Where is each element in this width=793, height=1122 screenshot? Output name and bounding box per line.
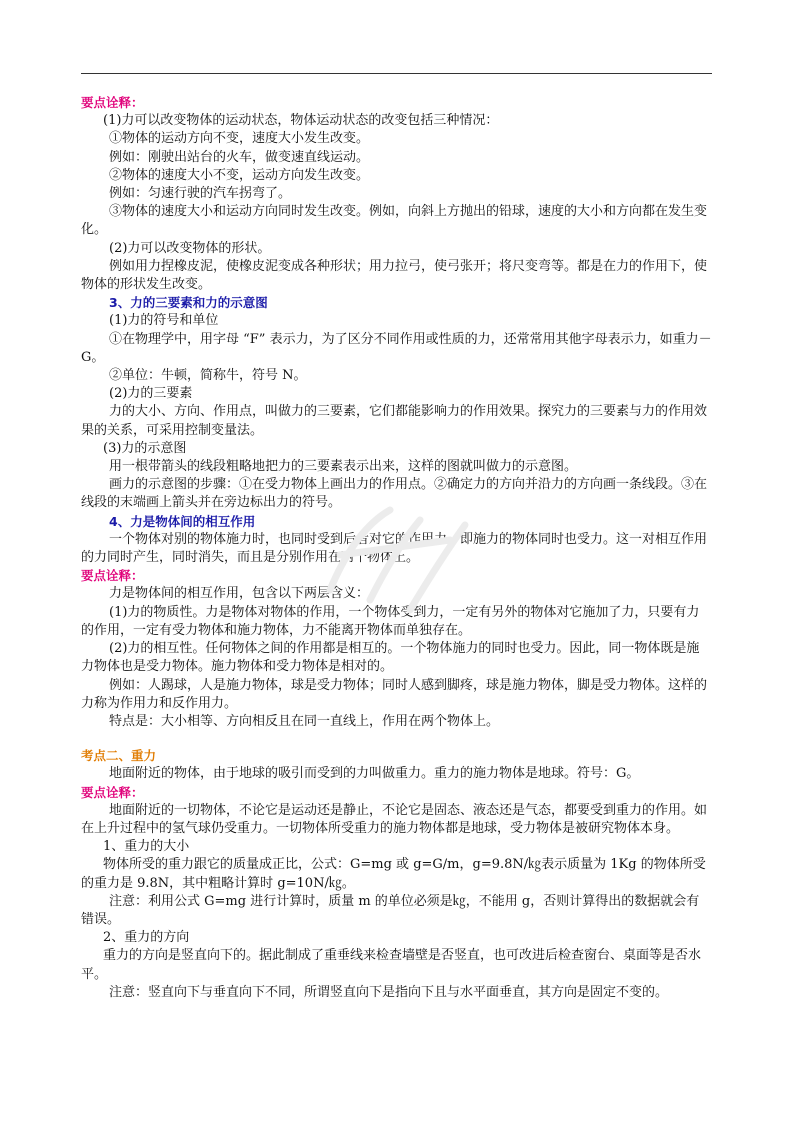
paragraph: (1)力的符号和单位 — [109, 313, 219, 329]
key-point-label: 要点诠释： — [81, 568, 144, 584]
paragraph: 地面附近的物体，由于地球的吸引而受到的力叫做重力。重力的施力物体是地球。符号：G。 — [109, 766, 640, 782]
paragraph: ②物体的速度大小不变，运动方向发生改变。 — [109, 167, 370, 183]
paragraph: (1)力的物质性。力是物体对物体的作用，一个物体受到力，一定有另外的物体对它施加了力，只要有力的作用，一定有受力物体和施力物体，力不能离开物体而单独存在。 — [81, 604, 700, 638]
section-heading: 3、力的三要素和力的示意图 — [109, 295, 268, 311]
key-point-label: 要点诠释： — [81, 95, 144, 110]
paragraph: 地面附近的一切物体，不论它是运动还是静止，不论它是固态、液态还是气态，都要受到重力的作用。如在上升过程中的氢气球仍受重力。一切物体所受重力的施力物体都是地球，受力物体是被研究物体本身。 — [81, 802, 708, 836]
spacer — [81, 731, 712, 747]
paragraph: (2)力的相互性。任何物体之间的作用都是相互的。一个物体施力的同时也受力。因此，同一物体既是施力物体也是受力物体。施力物体和受力物体是相对的。 — [81, 641, 700, 675]
paragraph: ②单位：牛顿，简称牛，符号 N。 — [109, 368, 307, 384]
exam-point-heading: 考点二、重力 — [81, 748, 157, 764]
paragraph: 画力的示意图的步骤：①在受力物体上画出力的作用点。②确定力的方向并沿力的方向画一条线段。③在线段的末端画上箭头并在旁边标出力的符号。 — [81, 477, 708, 511]
header-rule — [81, 73, 712, 74]
paragraph: 注意：竖直向下与垂直向下不同，所谓竖直向下是指向下且与水平面垂直，其方向是固定不变的。 — [109, 984, 669, 1000]
paragraph: 2、重力的方向 — [103, 930, 190, 946]
section-heading: 4、力是物体间的相互作用 — [109, 513, 256, 529]
paragraph: ③物体的速度大小和运动方向同时发生改变。例如，向斜上方抛出的铅球，速度的大小和方向都在发生变化。 — [81, 204, 708, 238]
paragraph: 力是物体间的相互作用，包含以下两层含义： — [109, 586, 370, 602]
paragraph: 特点是：大小相等、方向相反且在同一直线上，作用在两个物体上。 — [109, 713, 500, 729]
paragraph: 用一根带箭头的线段粗略地把力的三要素表示出来，这样的图就叫做力的示意图。 — [109, 459, 578, 475]
paragraph: 物体所受的重力跟它的质量成正比，公式：G=mg 或 g=G/m，g=9.8N/㎏表示质量为 1Kg 的物体所受的重力是 9.8N，其中粗略计算时 g=10N/㎏。 — [81, 857, 706, 891]
paragraph: 力的大小、方向、作用点，叫做力的三要素，它们都能影响力的作用效果。探究力的三要素与力的作用效果的关系，可采用控制变量法。 — [81, 404, 708, 438]
paragraph: (1)力可以改变物体的运动状态，物体运动状态的改变包括三种情况： — [103, 113, 499, 129]
paragraph: (3)力的示意图 — [103, 440, 187, 456]
paragraph: 重力的方向是竖直向下的。据此制成了重垂线来检查墙壁是否竖直，也可改进后检查窗台、桌面等是否水平。 — [81, 948, 702, 982]
paragraph: 例如：刚驶出站台的火车，做变速直线运动。 — [109, 149, 370, 165]
paragraph: 一个物体对别的物体施力时，也同时受到后者对它的作用力。即施力的物体同时也受力。这一对相互作用的力同时产生，同时消失，而且是分别作用在两个物体上。 — [81, 531, 708, 566]
paragraph: 注意：利用公式 G=mg 进行计算时，质量 m 的单位必须是㎏，不能用 g，否则计算得出的数据就会有错误。 — [81, 893, 700, 927]
paragraph: 例如：人踢球，人是施力物体，球是受力物体；同时人感到脚疼，球是施力物体，脚是受力物体。这样的力称为作用力和反作用力。 — [81, 677, 708, 711]
paragraph: 1、重力的大小 — [103, 839, 190, 855]
document-body — [81, 94, 712, 1002]
paragraph: (2)力可以改变物体的形状。 — [109, 240, 271, 256]
paragraph: ①在物理学中，用字母 “F” 表示力，为了区分不同作用或性质的力，还常常用其他字母表示力，如重力－G。 — [81, 331, 712, 365]
paragraph: (2)力的三要素 — [109, 386, 193, 402]
paragraph: 例如：匀速行驶的汽车拐弯了。 — [109, 186, 292, 202]
paragraph: ①物体的运动方向不变，速度大小发生改变。 — [109, 131, 370, 147]
key-point-label: 要点诠释： — [81, 784, 144, 800]
paragraph: 例如用力捏橡皮泥，使橡皮泥变成各种形状；用力拉弓，使弓张开；将尺变弯等。都是在力的作用下，使物体的形状发生改变。 — [81, 258, 708, 293]
